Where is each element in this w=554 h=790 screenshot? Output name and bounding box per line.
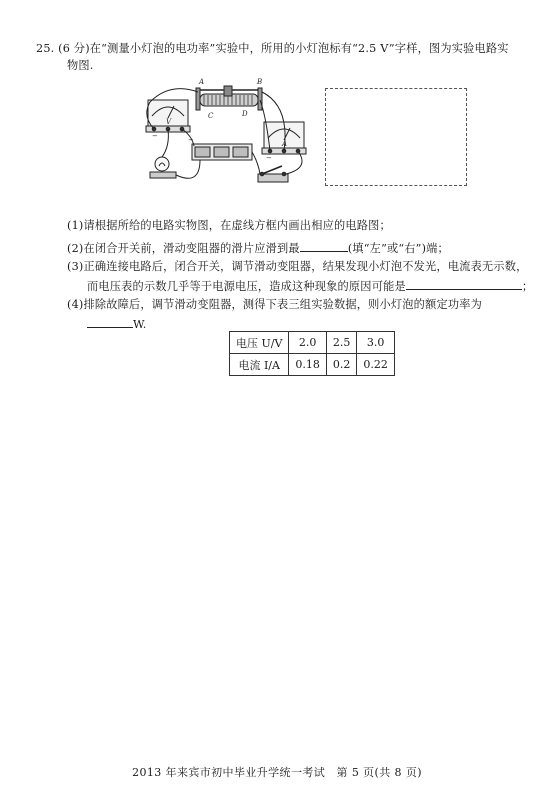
subquestion-1: (1)请根据所给的电路实物图，在虚线方框内画出相应的电路图； bbox=[67, 219, 391, 232]
table-cell: 2.0 bbox=[289, 332, 327, 354]
lamp-icon bbox=[150, 157, 176, 178]
power-unit: W. bbox=[133, 318, 147, 331]
subquestion-2 bbox=[67, 240, 449, 257]
subquestion-3-end: ； bbox=[521, 280, 534, 293]
subquestion-3-line-2 bbox=[87, 278, 533, 295]
answer-blank-4[interactable] bbox=[87, 316, 133, 328]
row-label: 电流 I/A bbox=[230, 354, 289, 376]
table-row bbox=[230, 332, 395, 354]
table-row bbox=[230, 354, 395, 376]
subquestion-4-line-2 bbox=[87, 316, 147, 333]
subquestion-4-line-1: (4)排除故障后，调节滑动变阻器，测得下表三组实验数据，则小灯泡的额定功率为 bbox=[67, 298, 483, 311]
ammeter-label: A bbox=[282, 140, 288, 148]
rheostat-icon bbox=[196, 86, 262, 110]
label-c: C bbox=[208, 112, 214, 120]
minus-label-1: − bbox=[152, 132, 158, 140]
table-cell: 0.2 bbox=[326, 354, 357, 376]
circuit-diagram-answer-box[interactable] bbox=[325, 88, 467, 186]
subquestion-2-tail: (填“左”或“右”)端； bbox=[347, 242, 449, 255]
table-cell: 0.22 bbox=[357, 354, 395, 376]
page-footer: 2013 年来宾市初中毕业升学统一考试 第 5 页(共 8 页) bbox=[132, 766, 422, 779]
subquestion-2-text: (2)在闭合开关前，滑动变阻器的滑片应滑到最 bbox=[67, 242, 300, 255]
table-cell: 3.0 bbox=[357, 332, 395, 354]
minus-label-2: − bbox=[266, 154, 272, 162]
subquestion-3-text: 而电压表的示数几乎等于电源电压，造成这种现象的原因可能是 bbox=[87, 280, 406, 293]
answer-blank-2[interactable] bbox=[300, 240, 348, 252]
label-a: A bbox=[199, 78, 205, 86]
switch-icon bbox=[258, 166, 288, 182]
subquestion-3-line-1: (3)正确连接电路后，闭合开关，调节滑动变阻器，结果发现小灯泡不发光，电流表无示数， bbox=[67, 260, 528, 273]
battery-icon bbox=[192, 144, 252, 160]
voltmeter-label: V bbox=[166, 118, 172, 126]
question-line-2: 物图. bbox=[67, 59, 94, 72]
label-b: B bbox=[257, 78, 263, 86]
question-intro: (6 分)在“测量小灯泡的电功率”实验中，所用的小灯泡标有“2.5 V”字样，图为实验电路实 bbox=[58, 42, 509, 55]
data-table bbox=[229, 331, 395, 376]
label-d: D bbox=[242, 110, 248, 118]
row-label: 电压 U/V bbox=[230, 332, 289, 354]
question-line-1 bbox=[36, 41, 509, 57]
answer-blank-3[interactable] bbox=[406, 278, 522, 290]
table-cell: 2.5 bbox=[326, 332, 357, 354]
table-cell: 0.18 bbox=[289, 354, 327, 376]
minus-label-3: − bbox=[188, 136, 194, 144]
circuit-figure bbox=[140, 76, 320, 194]
question-number: 25. bbox=[36, 42, 55, 55]
